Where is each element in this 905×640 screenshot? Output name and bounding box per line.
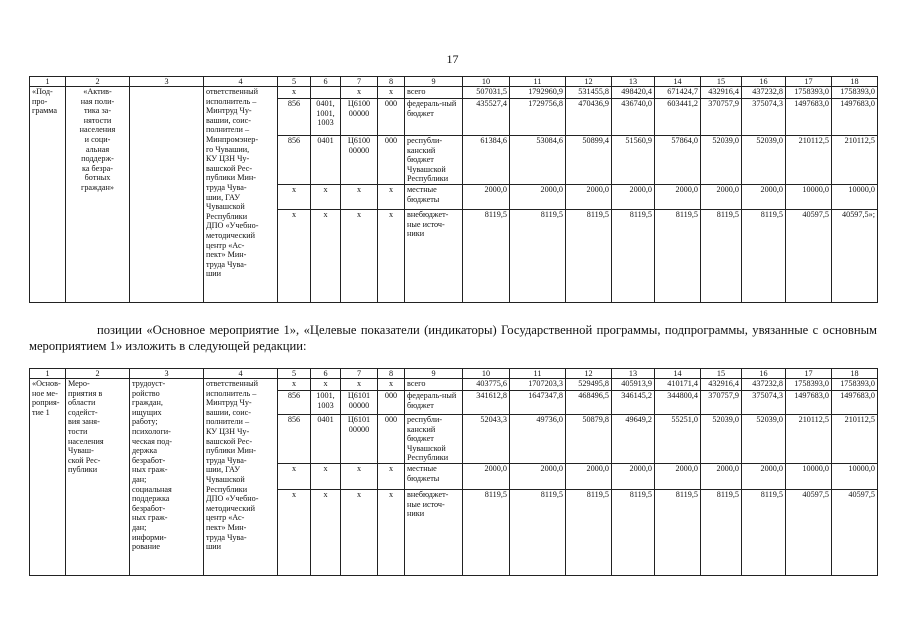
cell-line: ответственный [206,379,259,388]
cell-line: поддерж- [81,154,114,164]
column-number: 5 [278,77,311,87]
column-number: 13 [612,369,655,379]
amount-cell: 8119,5 [463,489,510,575]
cell-line: ДПО «Учебно- [206,221,259,231]
cell-line: труда Чува- [206,259,247,269]
section-code-cell: x [311,209,341,302]
cell-line: нятости [83,115,112,125]
column-number: 11 [510,77,566,87]
expense-type-cell: x [378,463,405,489]
cell-line: Чувашской [206,202,245,212]
amount-cell: 8119,5 [701,209,742,302]
column-number: 15 [701,369,742,379]
amount-cell: 210112,5 [832,136,878,185]
funding-source-cell: федераль-ный бюджет [405,391,463,415]
amount-cell: 375074,3 [742,391,786,415]
section-code-cell: x [311,489,341,575]
section-code-cell: x [311,463,341,489]
expense-type-cell: 000 [378,415,405,464]
amount-cell: 1497683,0 [786,391,832,415]
section-code-cell: 1001, 1003 [311,391,341,415]
amount-cell: 210112,5 [832,415,878,464]
cell-line: работу; [132,417,158,427]
amount-cell: 346145,2 [612,391,655,415]
column-number: 8 [378,369,405,379]
cell-line: центр «Ас- [206,513,245,523]
cell-line: «Актив- [83,87,112,96]
amount-cell: 603441,2 [655,99,701,136]
target-article-cell: Ц6101 00000 [341,415,378,464]
amount-cell: 432916,4 [701,379,742,391]
amount-cell: 2000,0 [510,184,566,209]
cell-line: дан; [132,522,147,532]
cell-line: труда Чува- [206,455,247,465]
column-number: 3 [130,369,204,379]
cell-line: ное ме- [32,388,58,398]
column-number: 11 [510,369,566,379]
cell-line: труда Чува- [206,182,247,192]
table-row [30,87,878,99]
amount-cell: 1758393,0 [832,87,878,99]
cell-line: методический [206,230,256,240]
gr-code-cell: x [278,489,311,575]
amount-cell: 2000,0 [463,184,510,209]
amount-cell: 8119,5 [655,209,701,302]
cell-line: тика за- [83,106,112,116]
cell-line: вашии, соис- [206,115,252,125]
cell-line: Чувашской [206,474,245,484]
cell-line: ботных [84,173,111,183]
cell-line: ческая под- [132,436,173,446]
amount-cell: 40597,5 [786,209,832,302]
amount-cell: 1758393,0 [832,379,878,391]
expense-type-cell: x [378,379,405,391]
column-number: 17 [786,77,832,87]
amount-cell: 531455,8 [566,87,612,99]
section-code-cell [311,87,341,99]
cell-line: ка безра- [81,163,113,173]
target-article-cell: Ц6100 00000 [341,136,378,185]
expense-type-cell: x [378,87,405,99]
column-number: 17 [786,369,832,379]
column-number: 15 [701,77,742,87]
cell-line: шии, ГАУ [206,192,240,202]
cell-line: про- [32,96,48,106]
activity-name-cell [66,379,130,576]
cell-line: исполнитель – [206,388,257,398]
gr-code-cell: x [278,87,311,99]
amount-cell: 1758393,0 [786,87,832,99]
funding-source-cell: всего [405,87,463,99]
expense-type-cell: 000 [378,136,405,185]
page-number: 17 [446,52,459,66]
cell-line: вашской Рес- [206,163,253,173]
amount-cell: 8119,5 [742,489,786,575]
cell-line: граждан, [132,398,163,408]
amount-cell: 8119,5 [742,209,786,302]
amount-cell: 49736,0 [510,415,566,464]
amount-cell: 435527,4 [463,99,510,136]
cell-line: держка [132,446,158,456]
column-number: 16 [742,369,786,379]
column-number: 12 [566,77,612,87]
amount-cell: 437232,8 [742,87,786,99]
amount-cell: 50879,8 [566,415,612,464]
amount-cell: 1497683,0 [832,99,878,136]
cell-line: полнители – [206,125,250,135]
expense-type-cell: x [378,209,405,302]
amount-cell: 40597,5 [832,489,878,575]
instruction-paragraph [29,322,877,354]
funding-source-cell: всего [405,379,463,391]
section-code-cell: 0401, 1001, 1003 [311,99,341,136]
activity-type-cell [30,379,66,576]
cell-line: вия заня- [68,417,100,427]
column-number: 1 [30,77,66,87]
executor-cell [204,87,278,303]
column-number: 4 [204,369,278,379]
amount-cell: 52043,3 [463,415,510,464]
amount-cell: 50899,4 [566,136,612,185]
column-number: 2 [66,77,130,87]
amount-cell: 432916,4 [701,87,742,99]
cell-line: дан; [132,474,147,484]
amount-cell: 1758393,0 [786,379,832,391]
column-number: 18 [832,77,878,87]
amount-cell: 1707203,3 [510,379,566,391]
amount-cell: 403775,6 [463,379,510,391]
cell-line: центр «Ас- [206,240,245,250]
amount-cell: 436740,0 [612,99,655,136]
column-number: 6 [311,77,341,87]
amount-cell: 57864,0 [655,136,701,185]
cell-line: роприя- [32,398,60,408]
gr-code-cell: 856 [278,99,311,136]
amount-cell: 40597,5»; [832,209,878,302]
amount-cell: 470436,9 [566,99,612,136]
cell-line: Республики [206,484,248,494]
cell-line: Меро- [68,379,90,388]
column-number: 13 [612,77,655,87]
cell-line: Минтруд Чу- [206,106,252,116]
cell-line: го Чувашии, [206,144,250,154]
amount-cell: 10000,0 [786,184,832,209]
amount-cell: 2000,0 [612,463,655,489]
cell-line: тости [68,426,88,436]
column-number: 1 [30,369,66,379]
amount-cell: 468496,5 [566,391,612,415]
column-number: 9 [405,369,463,379]
cell-line: ных граж- [132,513,168,523]
cell-line: населения [79,125,116,135]
gr-code-cell: x [278,209,311,302]
subprogram-table [29,76,878,303]
amount-cell: 370757,9 [701,99,742,136]
amount-cell: 2000,0 [566,184,612,209]
amount-cell: 671424,7 [655,87,701,99]
amount-cell: 370757,9 [701,391,742,415]
amount-cell: 55251,0 [655,415,701,464]
amount-cell: 2000,0 [701,184,742,209]
cell-line: публики Мин- [206,446,256,456]
gr-code-cell: x [278,184,311,209]
amount-cell: 2000,0 [742,463,786,489]
section-code-cell: 0401 [311,415,341,464]
cell-line: «Основ- [32,379,61,388]
target-article-cell: Ц6101 00000 [341,391,378,415]
amount-cell: 529495,8 [566,379,612,391]
cell-line: рование [132,542,160,552]
amount-cell: 8119,5 [510,489,566,575]
amount-cell: 61384,6 [463,136,510,185]
amount-cell: 2000,0 [655,463,701,489]
cell-line: пект» Мин- [206,522,247,532]
column-number: 14 [655,369,701,379]
target-article-cell: x [341,209,378,302]
amount-cell: 437232,8 [742,379,786,391]
cell-line: социальная [132,484,172,494]
section-code-cell: 0401 [311,136,341,185]
funding-source-cell: местные бюджеты [405,463,463,489]
amount-cell: 10000,0 [832,463,878,489]
column-number: 18 [832,369,878,379]
column-number: 14 [655,77,701,87]
cell-line: ответственный [206,87,259,96]
section-code-cell: x [311,184,341,209]
cell-line: методический [206,503,256,513]
cell-line: шии [206,269,222,279]
amount-cell: 52039,0 [701,415,742,464]
amount-cell: 1792960,9 [510,87,566,99]
amount-cell: 52039,0 [701,136,742,185]
amount-cell: 53084,6 [510,136,566,185]
amount-cell: 8119,5 [566,489,612,575]
cell-line: КУ ЦЗН Чу- [206,426,250,436]
amount-cell: 40597,5 [786,489,832,575]
expense-type-cell: x [378,489,405,575]
column-number: 10 [463,369,510,379]
amount-cell: 210112,5 [786,415,832,464]
gr-code-cell: 856 [278,415,311,464]
funding-source-cell: внебюджет-ные источ-ники [405,489,463,575]
column-number: 8 [378,77,405,87]
cell-line: Республики [206,211,248,221]
expense-type-cell: x [378,184,405,209]
column-number: 10 [463,77,510,87]
description-cell [130,87,204,303]
column-number: 12 [566,369,612,379]
cell-line: населения [68,436,104,446]
target-article-cell: x [341,87,378,99]
expense-type-cell: 000 [378,99,405,136]
column-number-row [30,77,878,87]
main-activity-table [29,368,878,576]
funding-source-cell: республи-канский бюджет Чувашской Республики [405,136,463,185]
funding-source-cell: местные бюджеты [405,184,463,209]
amount-cell: 2000,0 [701,463,742,489]
amount-cell: 2000,0 [742,184,786,209]
column-number: 3 [130,77,204,87]
cell-line: трудоуст- [132,379,166,388]
amount-cell: 405913,9 [612,379,655,391]
cell-line: КУ ЦЗН Чу- [206,154,250,164]
amount-cell: 8119,5 [612,489,655,575]
amount-cell: 8119,5 [566,209,612,302]
cell-line: вашии, соис- [206,407,252,417]
amount-cell: 410171,4 [655,379,701,391]
cell-line: грамма [32,106,58,116]
cell-line: публики Мин- [206,173,256,183]
gr-code-cell: x [278,379,311,391]
cell-line: поддержка [132,494,170,504]
column-number: 5 [278,369,311,379]
cell-line: безработ- [132,455,166,465]
column-number-row [30,369,878,379]
cell-line: области [68,398,96,408]
cell-line: Чуваш- [68,446,94,456]
amount-cell: 1497683,0 [832,391,878,415]
cell-line: полнители – [206,417,250,427]
amount-cell: 2000,0 [612,184,655,209]
cell-line: ДПО «Учебно- [206,494,259,504]
cell-line: публики [68,465,98,475]
amount-cell: 2000,0 [655,184,701,209]
amount-cell: 8119,5 [510,209,566,302]
target-article-cell: x [341,489,378,575]
cell-line: вашской Рес- [206,436,253,446]
activity-description-cell [130,379,204,576]
column-number: 9 [405,77,463,87]
expense-type-cell: 000 [378,391,405,415]
cell-line: «Под- [32,87,53,96]
column-number: 7 [341,77,378,87]
cell-line: психологи- [132,426,171,436]
cell-line: труда Чува- [206,532,247,542]
column-number: 7 [341,369,378,379]
gr-code-cell: 856 [278,136,311,185]
cell-line: Минтруд Чу- [206,398,252,408]
cell-line: ных граж- [132,465,168,475]
amount-cell: 8119,5 [463,209,510,302]
target-article-cell: x [341,379,378,391]
amount-cell: 10000,0 [786,463,832,489]
column-number: 2 [66,369,130,379]
amount-cell: 2000,0 [510,463,566,489]
amount-cell: 2000,0 [566,463,612,489]
funding-source-cell: республи-канский бюджет Чувашской Республики [405,415,463,464]
section-code-cell: x [311,379,341,391]
cell-line: тие 1 [32,407,50,417]
amount-cell: 52039,0 [742,415,786,464]
amount-cell: 10000,0 [832,184,878,209]
program-type-cell [30,87,66,303]
cell-line: ная поли- [80,96,115,106]
cell-line: содейст- [68,407,98,417]
amount-cell: 375074,3 [742,99,786,136]
gr-code-cell: 856 [278,391,311,415]
executor-cell [204,379,278,576]
cell-line: ищущих [132,407,162,417]
cell-line: безработ- [132,503,166,513]
cell-line: и соци- [84,134,111,144]
amount-cell: 8119,5 [655,489,701,575]
target-article-cell: x [341,184,378,209]
amount-cell: 52039,0 [742,136,786,185]
funding-source-cell: федераль-ный бюджет [405,99,463,136]
amount-cell: 341612,8 [463,391,510,415]
amount-cell: 1497683,0 [786,99,832,136]
column-number: 16 [742,77,786,87]
cell-line: исполнитель – [206,96,257,106]
amount-cell: 210112,5 [786,136,832,185]
amount-cell: 498420,4 [612,87,655,99]
amount-cell: 1647347,8 [510,391,566,415]
column-number: 4 [204,77,278,87]
cell-line: информи- [132,532,167,542]
cell-line: Минпромэнер- [206,134,259,144]
amount-cell: 49649,2 [612,415,655,464]
cell-line: шии, ГАУ [206,465,240,475]
cell-line: граждан» [80,182,115,192]
amount-cell: 2000,0 [463,463,510,489]
target-article-cell: Ц6100 00000 [341,99,378,136]
cell-line: шии [206,542,222,552]
cell-line: ройство [132,388,160,398]
target-article-cell: x [341,463,378,489]
amount-cell: 8119,5 [612,209,655,302]
amount-cell: 51560,9 [612,136,655,185]
funding-source-cell: внебюджет-ные источ-ники [405,209,463,302]
cell-line: пект» Мин- [206,250,247,260]
instruction-text: позиции «Основное мероприятие 1», «Целевые показатели (индикаторы) Государственной программы, подпрограммы, увязанные с основным мероприятием 1» изложить в следующей редакции: [29,323,877,353]
gr-code-cell: x [278,463,311,489]
amount-cell: 8119,5 [701,489,742,575]
table-row [30,379,878,391]
cell-line: приятия в [68,388,103,398]
amount-cell: 344800,4 [655,391,701,415]
cell-line: ской Рес- [68,455,101,465]
amount-cell: 1729756,8 [510,99,566,136]
amount-cell: 507031,5 [463,87,510,99]
program-name-cell [66,87,130,303]
cell-line: альная [85,144,110,154]
column-number: 6 [311,369,341,379]
